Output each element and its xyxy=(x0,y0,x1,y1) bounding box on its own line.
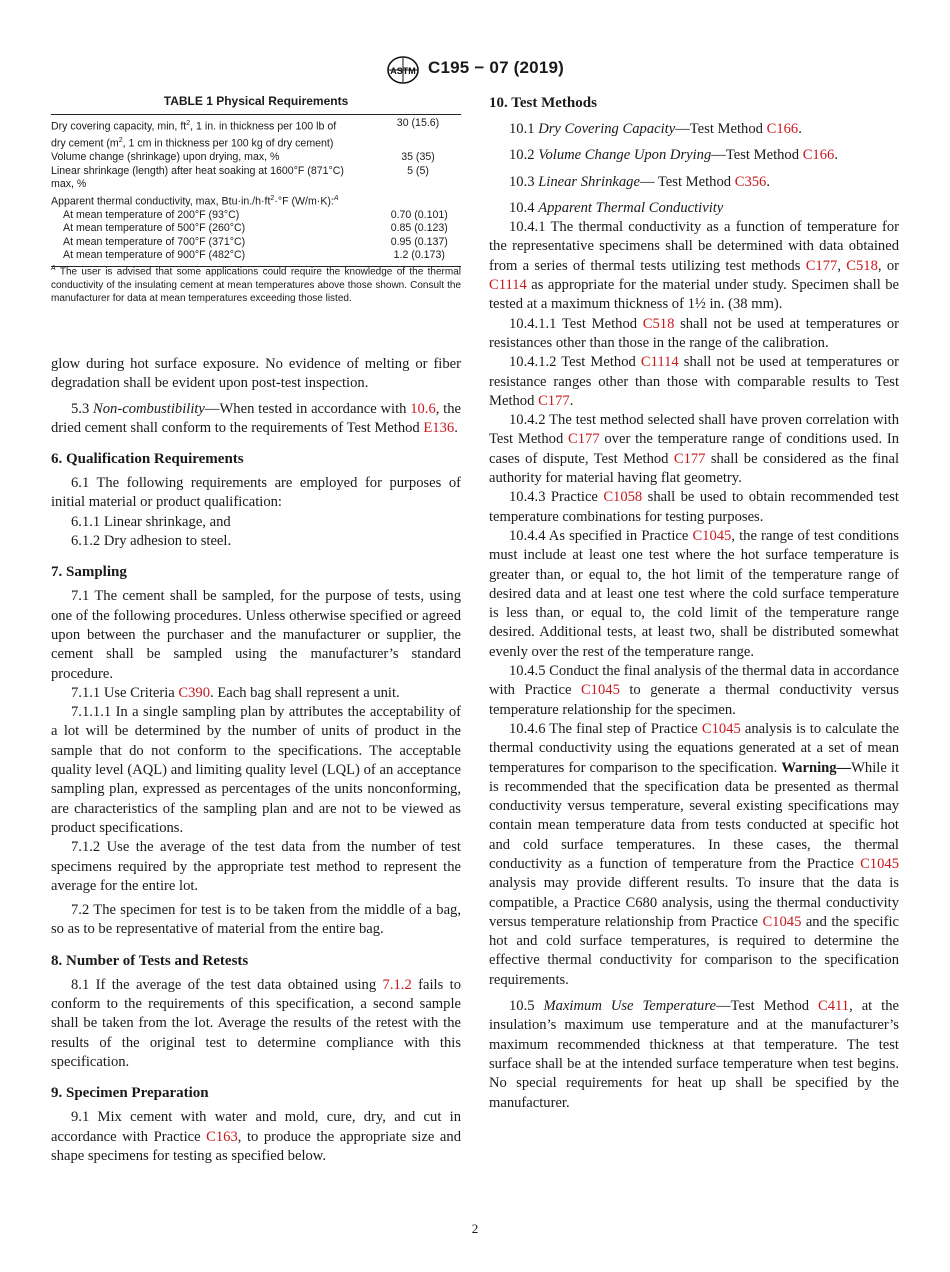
paragraph-6-1-1: 6.1.1 Linear shrinkage, and xyxy=(71,513,231,530)
table-row: At mean temperature of 700°F (371°C) 0.95 (0.137) xyxy=(63,235,448,248)
standard-link[interactable]: C177 xyxy=(805,257,838,274)
paragraph-6-1-2: 6.1.2 Dry adhesion to steel. xyxy=(71,533,232,550)
section-heading-6: 6. Qualification Requirements xyxy=(51,451,244,468)
table-title: TABLE 1 Physical Requirements xyxy=(163,94,349,108)
paragraph-10-4: 10.4 Apparent Thermal Conductivity xyxy=(509,199,724,216)
section-heading-9: 9. Specimen Preparation xyxy=(51,1085,209,1102)
table-row: dry cement ($m^2$, 1 cm in thickness per 100 kg of dry cement) xyxy=(51,137,334,150)
document-designation: C195 − 07 (2019) xyxy=(428,58,564,77)
paragraph-7-1: 7.1 The cement shall be sampled, for the purpose of tests, using one of the following procedures. Unless otherwise specified or agreed upon between the purchaser and the manufacturer or supplier, the cement shall be sampled using the manufacturer’s standard procedure. xyxy=(51,588,461,682)
paragraph-7-1-1-1: 7.1.1.1 In a single sampling plan by attributes the acceptability of a lot will be determined by the number of units of product in the sample that do not conform to the specifications. The acceptable quality level (AQL) and limiting quality level (LQL) of an acceptance sampling plan, expressed as percentages of the units nonconforming, are characteristics of the sampling plan and are not to be viewed as product specifications. xyxy=(51,704,461,836)
paragraph-10-4-1: 10.4.1 The thermal conductivity as a function of temperature for the representative specimens shall be determined with data obtained from a series of thermal tests utilizing test methods C177, C518, or C1114 as appropriate for the material under study. Specimen shall be tested at a maximum thickness of 1½ in. (38 mm). xyxy=(489,219,899,313)
table-row: At mean temperature of 900°F (482°C) 1.2 (0.173) xyxy=(63,249,445,262)
standard-link[interactable]: C177 xyxy=(673,450,706,467)
standard-link[interactable]: C1045 xyxy=(701,720,741,737)
standard-link[interactable]: C163 xyxy=(206,1128,238,1145)
paragraph-10-5: 10.5 Maximum Use Temperature—Test Method C411, at the insulation’s maximum use temperature and at the manufacturer’s maximum recommended thickness at that temperature. The test surface shall be at the intended surface temperature when test begins. No special requirements for heat up shall be specified by the manufacturer. xyxy=(489,998,900,1111)
standard-link[interactable]: C1114 xyxy=(640,354,679,371)
paragraph-6-1: 6.1 The following requirements are employed for purposes of initial material or product qualification: xyxy=(51,475,461,511)
paragraph-7-2: 7.2 The specimen for test is to be taken from the middle of a bag, so as to be representative of material from the entire bag. xyxy=(51,902,461,938)
standard-link[interactable]: C177 xyxy=(538,392,570,409)
paragraph-10-4-1-1: 10.4.1.1 Test Method C518 shall not be used at temperatures or resistances other than those in the range of the calibration. xyxy=(489,315,899,351)
page-header xyxy=(0,55,950,87)
page-number: 2 xyxy=(471,1221,479,1236)
astm-logo-icon xyxy=(383,55,423,85)
paragraph-10-4-2: 10.4.2 The test method selected shall have proven correlation with Test Method C177 over the temperature range of conditions used. In cases of dispute, Test Method C177 shall be considered as the final authority for material having flat geometry. xyxy=(489,412,899,487)
paragraph-10-4-3: 10.4.3 Practice C1058 shall be used to obtain recommended test temperature combinations for testing purposes. xyxy=(489,489,899,525)
paragraph-10-1: 10.1 Dry Covering Capacity—Test Method C166. xyxy=(509,121,802,137)
paragraph-7-1-2: 7.1.2 Use the average of the test data from the number of test specimens required by the appropriate test method to represent the average for the entire lot. xyxy=(51,839,461,894)
section-heading-7: 7. Sampling xyxy=(51,564,127,581)
paragraph-9-1: 9.1 Mix cement with water and mold, cure, dry, and cut in accordance with Practice C163, to produce the appropriate size and shape specimens for testing as specified below. xyxy=(51,1109,461,1164)
section-link[interactable]: 7.1.2 xyxy=(382,976,412,993)
table-row: Linear shrinkage (length) after heat soaking at 1600°F (871°C) 5 (5) xyxy=(51,164,429,177)
table-row: Apparent thermal conductivity, max, $Btu\cdot in./h\cdot ft^2\cdot^\circ F$ (W/m·K):$^A$ xyxy=(51,194,339,208)
paragraph-10-4-5: 10.4.5 Conduct the final analysis of the thermal data in accordance with Practice C1045 to generate a thermal conductivity versus temperature relationship for the specimen. xyxy=(489,663,899,718)
paragraph-8-1: 8.1 If the average of the test data obtained using 7.1.2 fails to conform to the requirements of this specification, a second sample shall be taken from the lot. Average the results of the retest with the results of the original test to determine compliance with this specification. xyxy=(51,976,462,1070)
standard-link[interactable]: C1045 xyxy=(580,682,620,699)
standard-link[interactable]: C1058 xyxy=(603,489,643,506)
standard-link[interactable]: C356 xyxy=(734,173,767,190)
standard-link[interactable]: C1045 xyxy=(860,855,899,872)
left-column xyxy=(51,355,461,1166)
standard-link[interactable]: C411 xyxy=(818,998,850,1015)
standard-link[interactable]: C177 xyxy=(568,431,600,448)
paragraph-glow: glow during hot surface exposure. No evidence of melting or fiber degradation shall be evident upon post-test inspection. xyxy=(51,356,461,392)
table-row: Dry covering capacity, min, $ft^2$, 1 in. in thickness per 100 lb of 30 (15.6) xyxy=(51,117,440,133)
standard-link[interactable]: C518 xyxy=(642,315,675,332)
section-heading-8: 8. Number of Tests and Retests xyxy=(51,952,249,969)
physical-requirements-table xyxy=(51,114,461,267)
table-row: At mean temperature of 500°F (260°C) 0.85 (0.123) xyxy=(63,222,448,235)
standard-link[interactable]: C1045 xyxy=(692,527,732,544)
standard-link[interactable]: C1045 xyxy=(762,913,802,930)
standard-link[interactable]: C166 xyxy=(802,147,835,164)
paragraph-7-1-1: 7.1.1 Use Criteria C390. Each bag shall represent a unit. xyxy=(71,684,400,701)
paragraph-10-4-6: 10.4.6 The final step of Practice C1045 analysis is to calculate the thermal conductivity using the equations generated at a set of mean temperatures for comparison to the specification. Warning—While it is recommended that the specification data be presented as thermal conductivity versus temperature, several existing specifications may contain mean temperature data from tests conducted at specific hot and cold surface temperatures. In these cases, the thermal conductivity as a function of temperature from the Practice C1045 analysis may provide different results. To insure that the data is compatible, a Practice C680 analysis, using the thermal conductivity versus temperature relationship from Practice C1045 and the specific hot and cold surface temperatures, is required to determine the effective thermal conductivity for comparison to the specification requirements. xyxy=(489,720,899,988)
standard-link[interactable]: C518 xyxy=(846,257,878,274)
table-footnote: $^A$ The user is advised that some applications could require the knowledge of the thermal conductivity of the insulating cement at mean temperatures above those shown. Consult the manufacturer for data at mean temperatures exceeding those listed. xyxy=(51,265,461,304)
paragraph-10-3: 10.3 Linear Shrinkage— Test Method C356. xyxy=(509,173,770,190)
paragraph-10-4-1-2: 10.4.1.2 Test Method C1114 shall not be used at temperatures or resistance ranges other than those with comparable results to Test Method C177. xyxy=(489,354,900,409)
standard-link[interactable]: C166 xyxy=(766,121,799,137)
standard-link[interactable]: E136 xyxy=(423,419,455,436)
paragraph-5-3: 5.3 Non-combustibility—When tested in accordance with 10.6, the dried cement shall conform to the requirements of Test Method E136. xyxy=(51,400,462,436)
right-column xyxy=(489,94,899,1113)
standard-link[interactable]: C390 xyxy=(178,684,211,701)
paragraph-10-4-4: 10.4.4 As specified in Practice C1045, the range of test conditions must include at least one test where the hot surface temperature is greater than, or equal to, the hot limit of the temperature range of desired data and at least one test where the cold surface temperature is less than, or equal to, the cold limit of the temperature range desired. Additional tests, at least two, shall be distributed somewhat evenly over the rest of the temperature range. xyxy=(489,527,899,660)
table-row: At mean temperature of 200°F (93°C) 0.70 (0.101) xyxy=(63,208,448,221)
table-row: Volume change (shrinkage) upon drying, max, % 35 (35) xyxy=(51,151,435,164)
section-link[interactable]: 10.6 xyxy=(410,400,436,417)
svg-text:ASTM: ASTM xyxy=(390,66,416,76)
paragraph-10-2: 10.2 Volume Change Upon Drying—Test Method C166. xyxy=(509,147,838,164)
standard-link[interactable]: C1114 xyxy=(489,277,527,294)
section-heading-10: 10. Test Methods xyxy=(489,95,597,111)
table-row: max, % xyxy=(51,178,87,191)
